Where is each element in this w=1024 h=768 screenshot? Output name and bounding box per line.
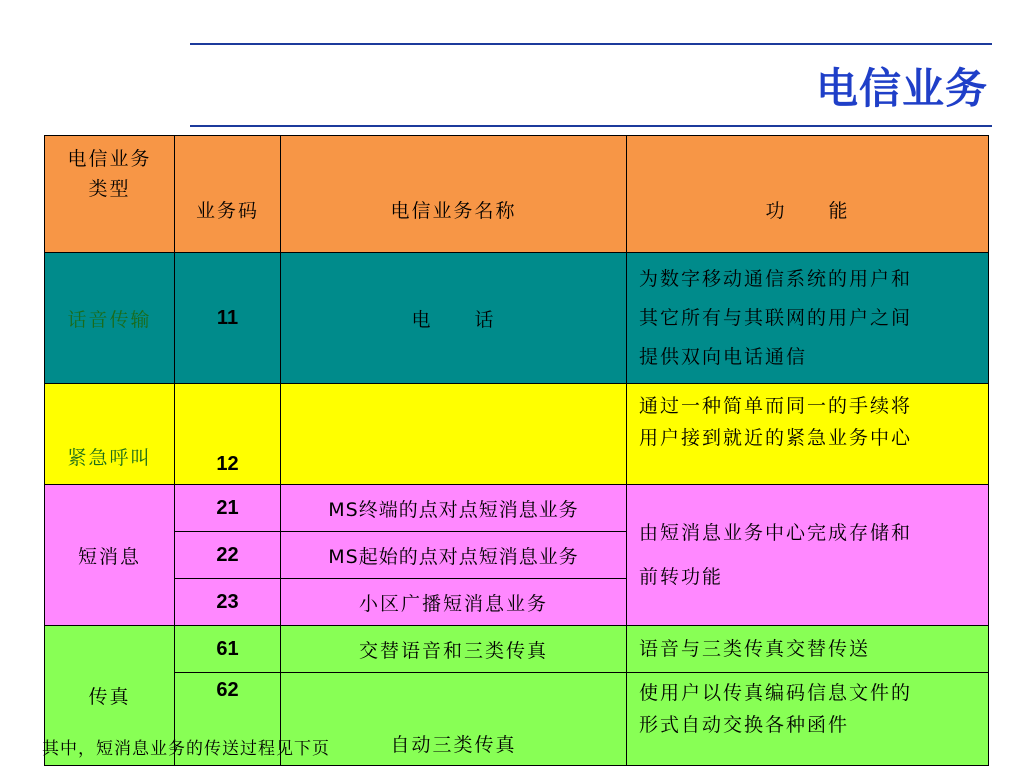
voice-row — [45, 253, 989, 384]
header-name: 电信业务名称 — [281, 136, 627, 253]
emergency-function — [627, 384, 989, 485]
sms-name: 小区广播短消息业务 — [281, 579, 627, 626]
emergency-function-line: 通过一种简单而同一的手续将 — [639, 395, 913, 417]
sms-function-line: 前转功能 — [639, 566, 724, 588]
emergency-type: 紧急呼叫 — [45, 384, 175, 485]
voice-type: 话音传输 — [45, 253, 175, 384]
sms-function — [627, 485, 989, 626]
voice-function-line: 其它所有与其联网的用户之间 — [639, 306, 913, 329]
fax-name: 交替语音和三类传真 — [281, 626, 627, 673]
fax-function — [627, 673, 989, 766]
fax-function-line: 使用户以传真编码信息文件的 — [639, 682, 913, 704]
fax-name: 自动三类传真 — [281, 673, 627, 766]
footnote: 其中，短消息业务的传送过程见下页 — [42, 739, 330, 759]
emergency-row — [45, 384, 989, 485]
voice-function — [627, 253, 989, 384]
fax-type: 传真 — [45, 626, 175, 766]
header-function: 功 能 — [627, 136, 989, 253]
sms-type: 短消息 — [45, 485, 175, 626]
fax-code: 61 — [175, 626, 281, 673]
title-rule-top — [190, 43, 992, 45]
emergency-name — [281, 384, 627, 485]
telecom-services-table — [44, 135, 989, 766]
voice-function-line: 提供双向电话通信 — [639, 345, 808, 368]
header-type-line1: 电信业务 — [67, 148, 152, 170]
sms-code: 23 — [175, 579, 281, 626]
fax-row-1 — [45, 626, 989, 673]
fax-function — [627, 626, 989, 673]
header-type — [45, 136, 175, 253]
fax-function-line: 语音与三类传真交替传送 — [639, 637, 871, 660]
header-row — [45, 136, 989, 253]
voice-code: 11 — [175, 253, 281, 384]
fax-function-line: 形式自动交换各种函件 — [639, 714, 850, 736]
sms-name: MS终端的点对点短消息业务 — [281, 485, 627, 532]
header-type-line2: 类型 — [88, 178, 131, 200]
page-title: 电信业务 — [815, 65, 988, 112]
voice-name: 电 话 — [281, 253, 627, 384]
sms-row-1 — [45, 485, 989, 532]
fax-code: 62 — [175, 673, 281, 766]
sms-code: 22 — [175, 532, 281, 579]
title-rule-bottom — [190, 125, 992, 127]
voice-function-line: 为数字移动通信系统的用户和 — [639, 267, 913, 290]
header-code: 业务码 — [175, 136, 281, 253]
sms-code: 21 — [175, 485, 281, 532]
emergency-function-line: 用户接到就近的紧急业务中心 — [639, 427, 913, 449]
emergency-code: 12 — [175, 384, 281, 485]
sms-function-line: 由短消息业务中心完成存储和 — [639, 522, 913, 544]
sms-name: MS起始的点对点短消息业务 — [281, 532, 627, 579]
